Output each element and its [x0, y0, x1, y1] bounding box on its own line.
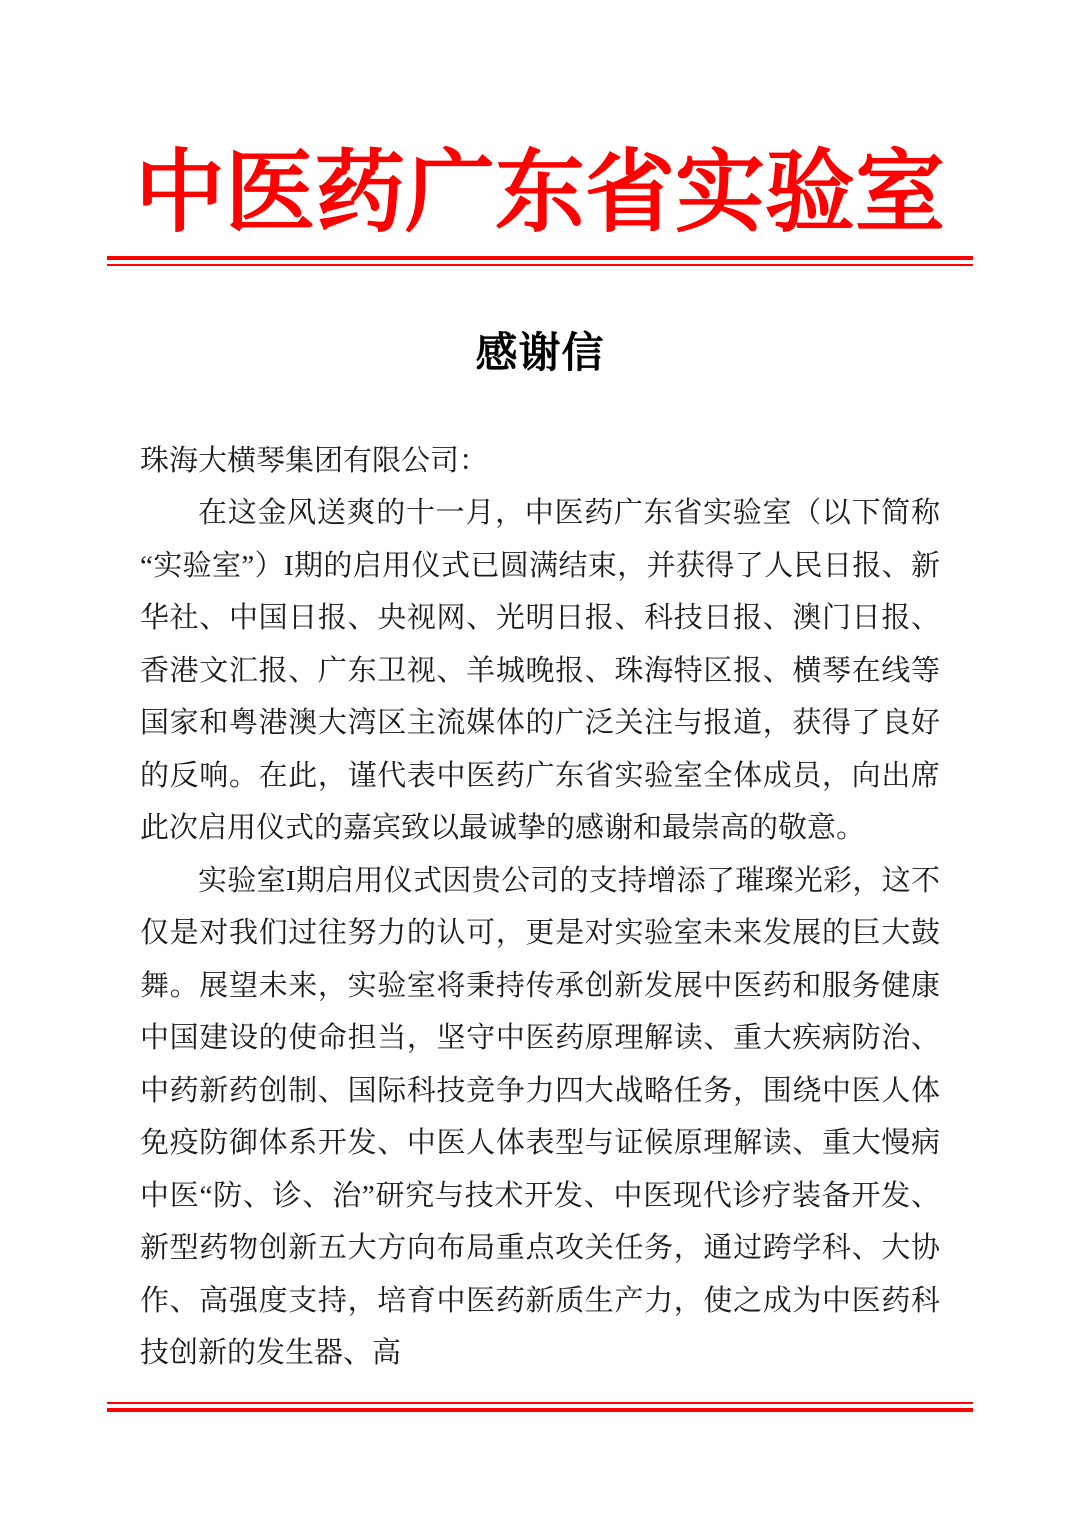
letter-body — [0, 330, 1080, 1380]
paragraph-2: 实验室I期启用仪式因贵公司的支持增添了璀璨光彩，这不仅是对我们过往努力的认可，更是对实验室未来发展的巨大鼓舞。展望未来，实验室将秉持传承创新发展中医药和服务健康中国建设的使命担当，坚守中医药原理解读、重大疾病防治、中药新药创制、国际科技竞争力四大战略任务，围绕中医人体免疫防御体系开发、中医人体表型与证候原理解读、重大慢病中医“防、诊、治”研究与技术开发、中医现代诊疗装备开发、新型药物创新五大方向布局重点攻关任务，通过跨学科、大协作、高强度支持，培育中医药新质生产力，使之成为中医药科技创新的发生器、高 — [140, 864, 940, 1370]
footer-divider-rule — [107, 1402, 973, 1412]
paragraph-1: 在这金风送爽的十一月，中医药广东省实验室（以下简称“实验室”）I期的启用仪式已圆满结束，并获得了人民日报、新华社、中国日报、央视网、光明日报、科技日报、澳门日报、香港文汇报、广东卫视、羊城晚报、珠海特区报、横琴在线等国家和粤港澳大湾区主流媒体的广泛关注与报道，获得了良好的反响。在此，谨代表中医药广东省实验室全体成员，向出席此次启用仪式的嘉宾致以最诚挚的感谢和最崇高的敬意。 — [140, 497, 940, 845]
letterhead-divider-rule — [107, 256, 973, 266]
letter-content — [140, 435, 940, 1380]
org-name-title: 中医药广东省实验室 — [135, 144, 945, 243]
letter-title: 感谢信 — [475, 330, 605, 377]
salutation: 珠海大横琴集团有限公司： — [140, 444, 489, 477]
letterhead — [0, 143, 1080, 266]
